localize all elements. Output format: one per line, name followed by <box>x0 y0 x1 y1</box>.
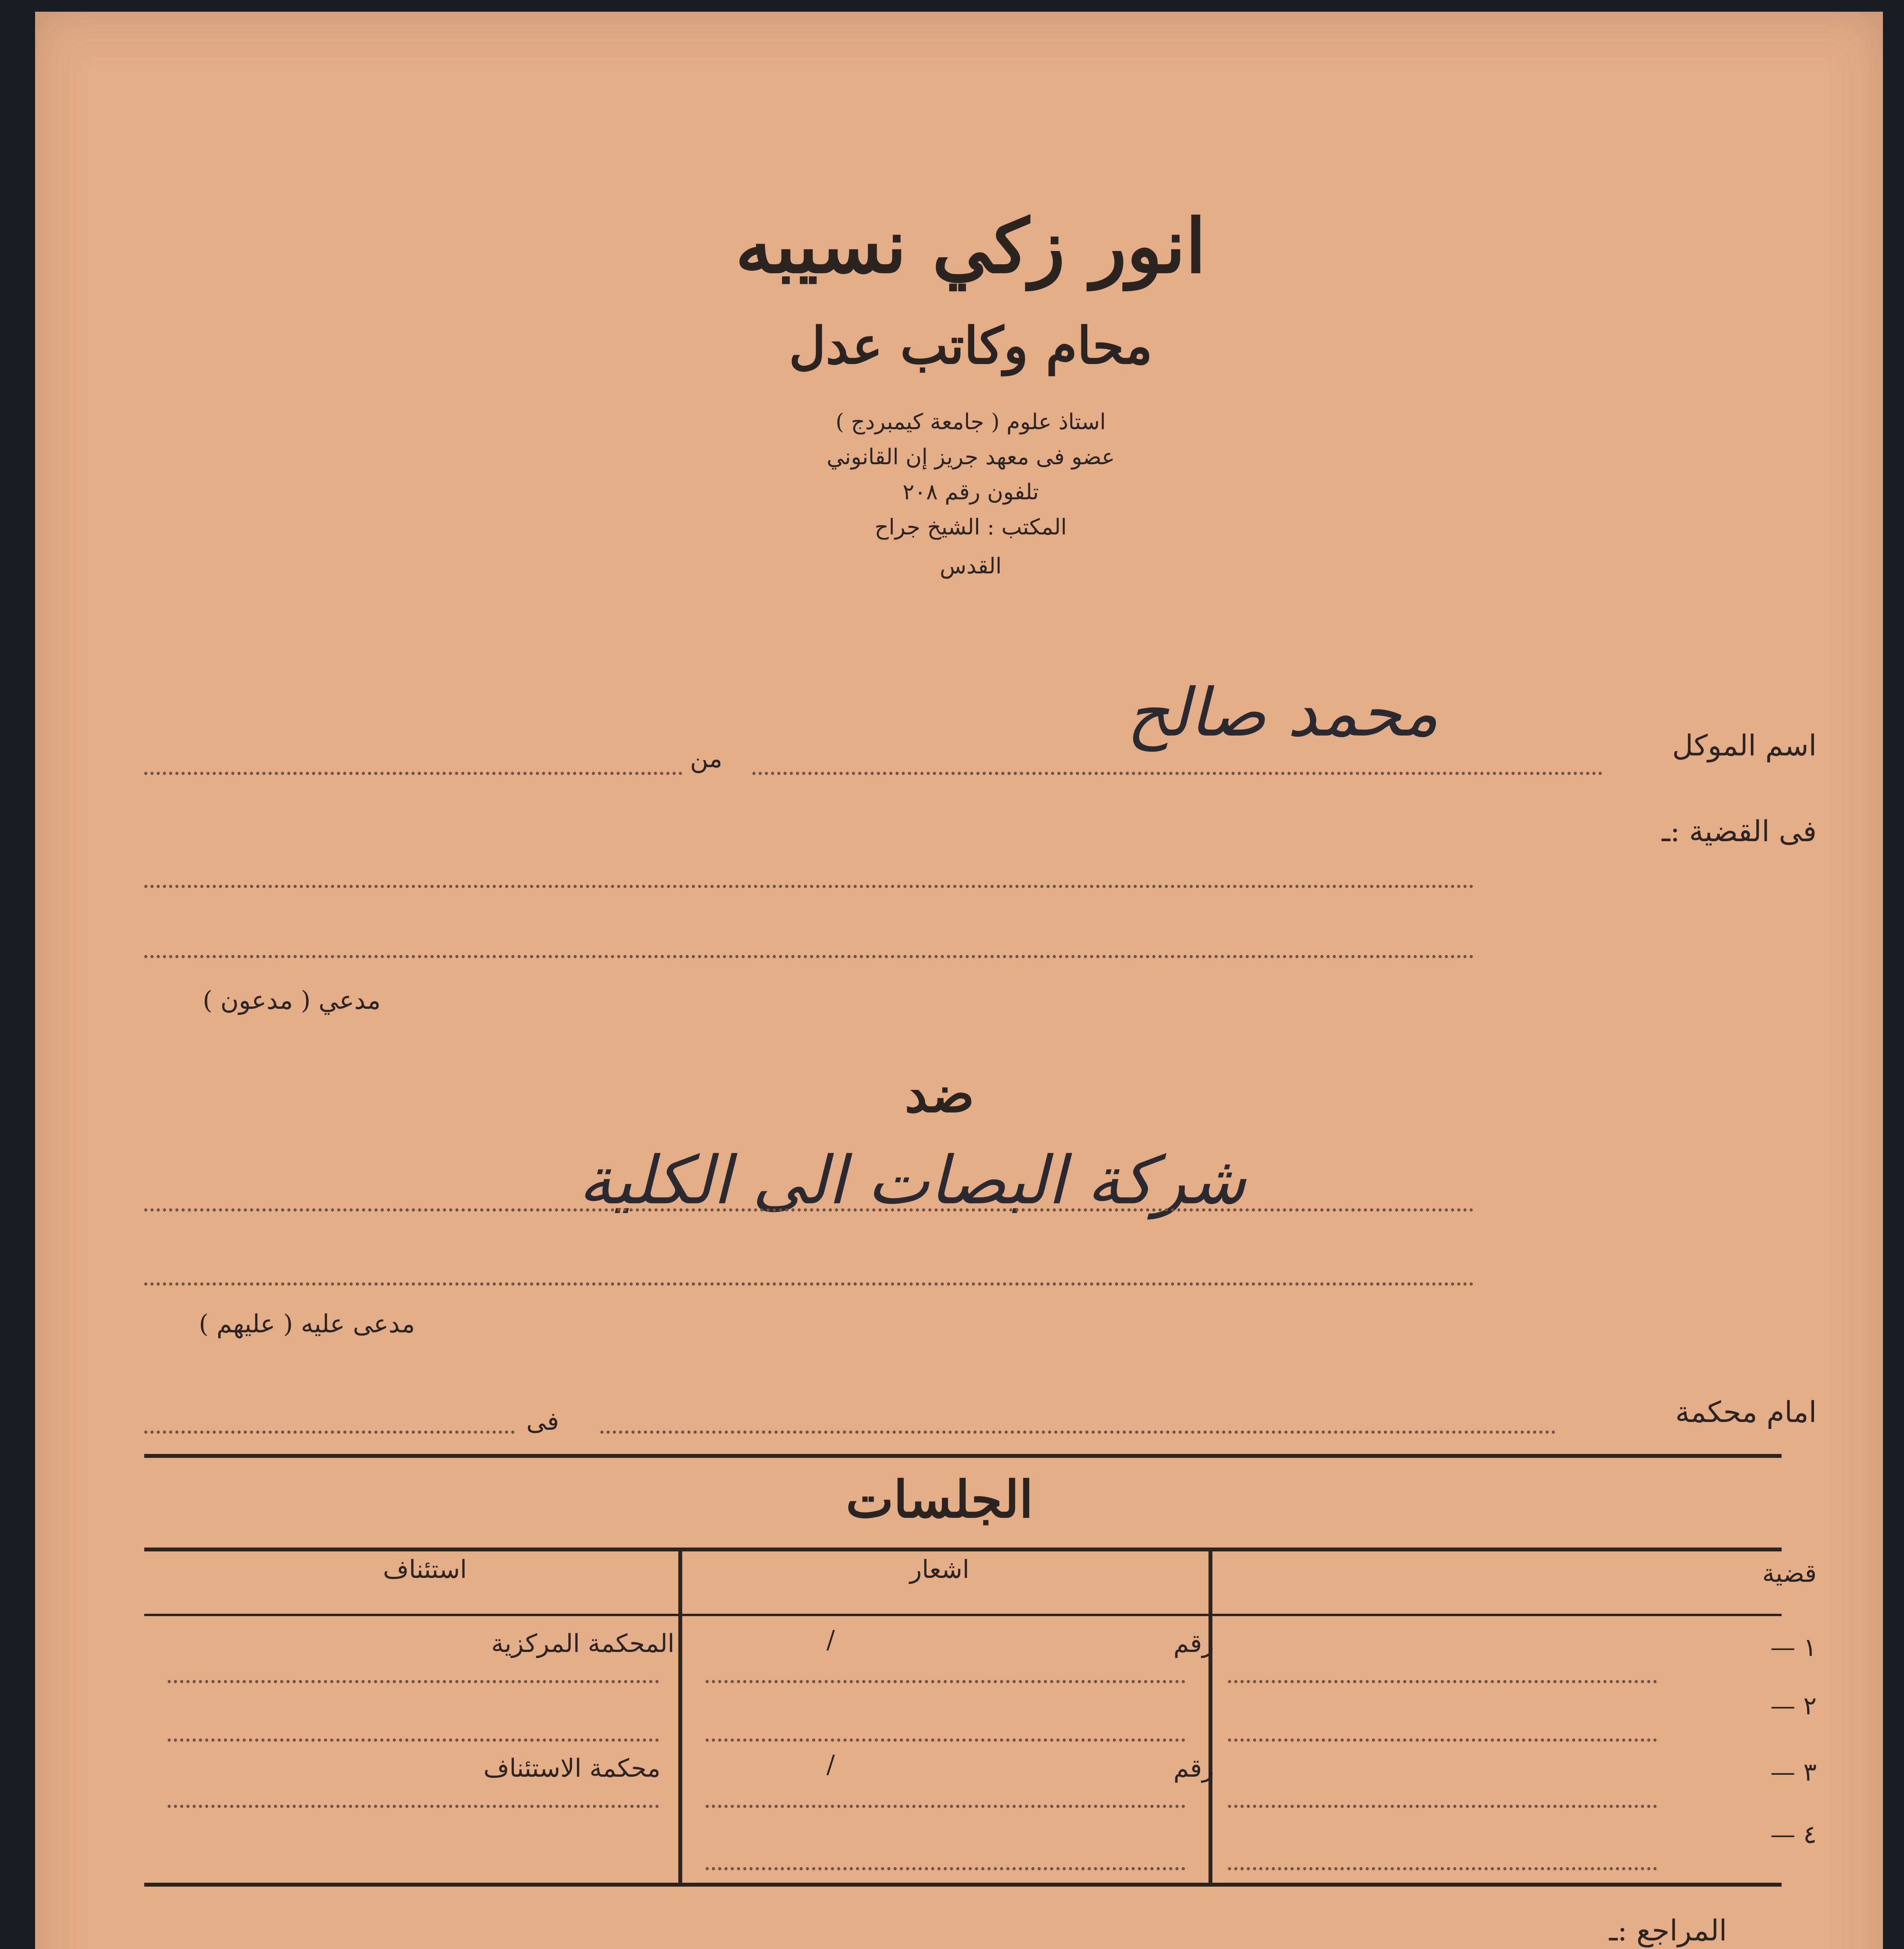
sessions-subheader-rule <box>144 1614 1782 1616</box>
case-row-4: ٤ — <box>1770 1820 1817 1849</box>
header-line-5: القدس <box>940 554 1002 579</box>
case-row-line-2 <box>1228 1739 1657 1742</box>
client-handwritten-name: محمد صالح <box>1126 674 1439 752</box>
sessions-top-rule <box>144 1454 1782 1458</box>
sessions-col-divider-1 <box>678 1548 682 1887</box>
defendant-line-1 <box>144 1208 1474 1211</box>
notice-slash-1: / <box>826 1625 835 1654</box>
header-line-2: عضو فى معهد جريز إن القانوني <box>826 444 1115 470</box>
case-line-1 <box>144 885 1474 888</box>
lawyer-title: محام وكاتب عدل <box>789 316 1153 375</box>
case-row-2: ٢ — <box>1770 1692 1817 1721</box>
plaintiff-label: مدعي ( مدعون ) <box>203 986 381 1015</box>
case-label: فى القضية :ـ <box>1662 815 1817 848</box>
case-row-3: ٣ — <box>1770 1758 1817 1787</box>
court-label: امام محكمة <box>1675 1395 1817 1429</box>
defendant-handwritten-name: شركة البصات الى الكلية <box>578 1142 1246 1219</box>
case-row-line-3 <box>1228 1805 1657 1808</box>
sessions-title: الجلسات <box>846 1470 1033 1529</box>
notice-row-line-4 <box>706 1867 1185 1870</box>
appeal-row-line-3 <box>168 1805 659 1808</box>
court-in-line <box>144 1431 515 1434</box>
references-title: المراجع :ـ <box>1609 1914 1727 1947</box>
header-line-4: المكتب : الشيخ جراح <box>874 515 1067 540</box>
appeal-row-line-2 <box>168 1739 659 1742</box>
notice-slash-2: / <box>826 1750 835 1779</box>
sessions-col-divider-2 <box>1209 1548 1212 1887</box>
client-from-label: من <box>690 745 722 773</box>
sessions-bottom-rule <box>144 1883 1782 1887</box>
versus-label: ضد <box>904 1064 975 1124</box>
notice-number-label-1: رقم <box>1173 1629 1214 1658</box>
sessions-header-rule <box>144 1548 1782 1551</box>
header-line-1: استاذ علوم ( جامعة كيمبردج ) <box>835 409 1106 435</box>
notice-row-line-3 <box>706 1805 1185 1808</box>
defendant-label: مدعى عليه ( عليهم ) <box>199 1310 415 1339</box>
case-row-line-4 <box>1228 1867 1657 1870</box>
court-in-label: فى <box>526 1407 559 1436</box>
sessions-header-notice: اشعار <box>910 1555 970 1584</box>
sessions-header-appeal: استئناف <box>383 1555 467 1584</box>
document-sheet <box>35 12 1883 1949</box>
client-name-line <box>752 772 1602 775</box>
defendant-line-2 <box>144 1282 1474 1286</box>
sessions-header-case: قضية <box>1762 1559 1817 1588</box>
client-label: اسم الموكل <box>1672 729 1817 762</box>
case-line-2 <box>144 955 1474 958</box>
court-line <box>600 1431 1555 1434</box>
appeal-row-line-1 <box>168 1680 659 1683</box>
notice-row-line-2 <box>706 1739 1185 1742</box>
notice-row-line-1 <box>706 1680 1185 1683</box>
client-from-line <box>144 772 682 775</box>
header-line-3: تلفون رقم ٢٠٨ <box>902 479 1039 505</box>
case-row-line-1 <box>1228 1680 1657 1683</box>
notice-number-label-2: رقم <box>1173 1754 1214 1783</box>
case-row-1: ١ — <box>1770 1633 1817 1662</box>
appeal-row-appeal-court: محكمة الاستئناف <box>483 1754 661 1783</box>
lawyer-name: انور زكي نسيبه <box>735 203 1206 290</box>
appeal-row-central-court: المحكمة المركزية <box>491 1629 675 1658</box>
